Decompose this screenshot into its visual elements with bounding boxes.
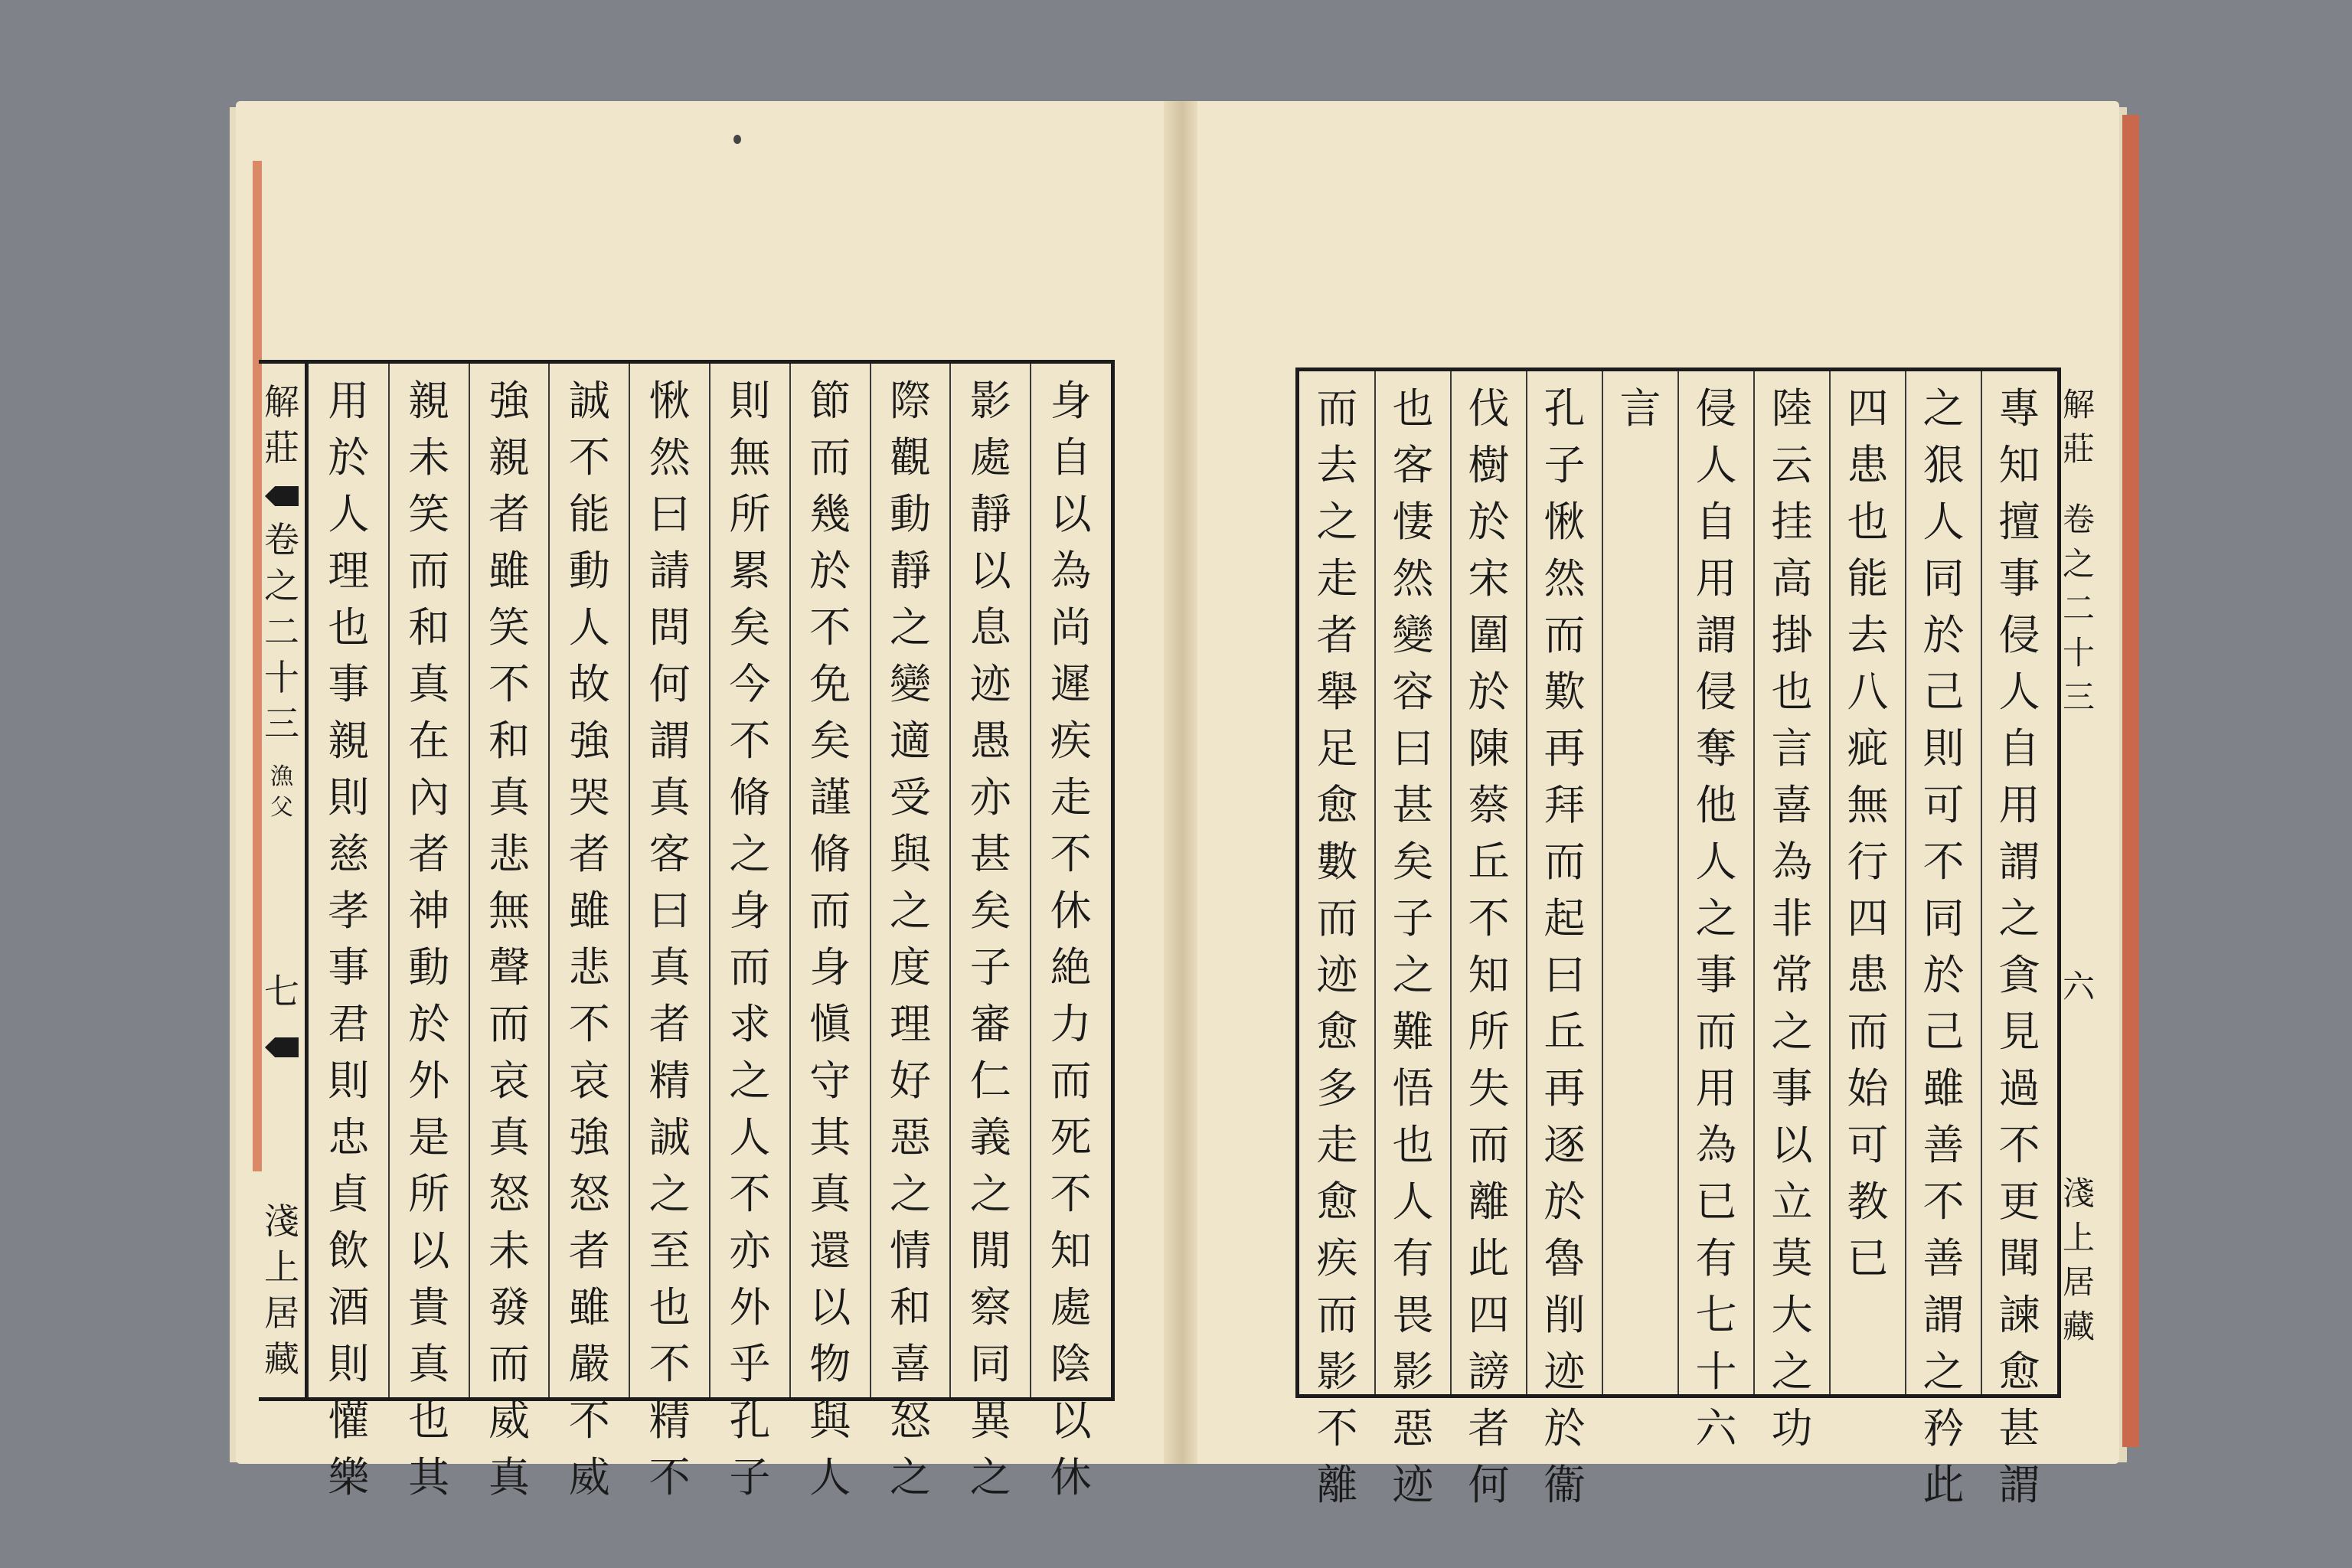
left-page-text-column xyxy=(1031,364,1111,1501)
right-page-text-column xyxy=(1754,371,1830,1452)
left-page-text-column xyxy=(309,364,389,1501)
left-page-text-column xyxy=(549,364,629,1501)
right-page-column-text: 伐 樹 於 宋 圍 於 陳 蔡 丘 不 知 所 失 而 離 此 四 謗 者 何 xyxy=(1468,384,1510,1509)
left-page-column-text: 則 無 所 累 矣 今 不 脩 之 身 而 求 之 人 不 亦 外 乎 孔 子 xyxy=(729,377,771,1501)
right-page-column-text: 侵 人 自 用 謂 侵 奪 他 人 之 事 而 用 為 已 有 七 十 六 xyxy=(1695,384,1737,1452)
left-margin-page: 七 xyxy=(264,971,299,1012)
right-page-column-text: 四 患 也 能 去 八 疵 無 行 四 患 而 始 可 教 已 xyxy=(1847,384,1889,1282)
left-page-column-text: 親 未 笑 而 和 真 在 內 者 神 動 於 外 是 所 以 貴 真 也 其 xyxy=(408,377,450,1501)
right-margin-volume: 卷 之 二 十 三 xyxy=(2062,501,2095,716)
right-margin-publisher: 淺 上 居 藏 xyxy=(2062,1174,2095,1345)
right-page-text-column xyxy=(1527,371,1602,1509)
right-page-column-text: 陸 云 挂 高 掛 也 言 喜 為 非 常 之 事 以 立 莫 大 之 功 xyxy=(1771,384,1813,1452)
left-margin-strip xyxy=(259,360,305,1401)
left-page-text-column xyxy=(950,364,1031,1501)
left-page-text-column xyxy=(871,364,951,1501)
left-margin-title: 解 莊 xyxy=(264,381,299,469)
right-page-text-column xyxy=(1981,371,2057,1509)
left-page-column-text: 愀 然 曰 請 問 何 謂 真 客 曰 真 者 精 誠 之 至 也 不 精 不 xyxy=(648,377,691,1501)
right-margin-title: 解 莊 xyxy=(2062,386,2095,468)
left-page-column-text: 強 親 者 雖 笑 不 和 真 悲 無 聲 而 哀 真 怒 未 發 而 威 真 xyxy=(488,377,530,1501)
right-page-column-text: 也 客 悽 然 變 容 曰 甚 矣 子 之 難 悟 也 人 有 畏 影 惡 迹 xyxy=(1392,384,1434,1509)
right-page-text-column xyxy=(1906,371,1981,1509)
book-gutter xyxy=(1164,101,1197,1464)
right-margin-strip xyxy=(2061,368,2096,1398)
right-page-column-text: 而 去 之 走 者 舉 足 愈 數 而 迹 愈 多 走 愈 疾 而 影 不 離 xyxy=(1316,384,1358,1509)
right-page-column-text: 之 狠 人 同 於 己 則 可 不 同 於 己 雖 善 不 善 謂 之 矜 此 xyxy=(1922,384,1965,1509)
red-page-edge xyxy=(2122,115,2139,1447)
left-page-column-text: 節 而 幾 於 不 免 矣 謹 脩 而 身 愼 守 其 真 還 以 物 與 人 xyxy=(809,377,851,1501)
right-page-text-column xyxy=(1830,371,1906,1394)
left-page-column-text: 身 自 以 為 尚 遲 疾 走 不 休 絶 力 而 死 不 知 處 陰 以 休 xyxy=(1050,377,1092,1501)
fish-tail-mark-lower xyxy=(265,1037,299,1057)
left-page-text-column xyxy=(790,364,871,1501)
right-margin-page: 六 xyxy=(2062,968,2095,1005)
left-margin-chapter: 漁 父 xyxy=(270,763,293,821)
left-page-text-column xyxy=(710,364,790,1501)
right-text-frame xyxy=(1295,368,2061,1509)
right-page-text-column xyxy=(1678,371,1754,1452)
left-page-column-text: 影 處 靜 以 息 迹 愚 亦 甚 矣 子 審 仁 義 之 閒 察 同 異 之 xyxy=(969,377,1011,1501)
fish-tail-mark xyxy=(265,486,299,506)
left-text-frame xyxy=(305,360,1115,1501)
left-page-column-text: 誠 不 能 動 人 故 強 哭 者 雖 悲 不 哀 強 怒 者 雖 嚴 不 威 xyxy=(568,377,610,1501)
left-page-column-text: 際 觀 動 靜 之 變 適 受 與 之 度 理 好 惡 之 情 和 喜 怒 之 xyxy=(889,377,931,1501)
right-page-text-column xyxy=(1299,371,1375,1509)
left-page-text-column xyxy=(389,364,469,1501)
right-page-column-text: 言 xyxy=(1619,384,1661,433)
left-page-column-text: 用 於 人 理 也 事 親 則 慈 孝 事 君 則 忠 貞 飲 酒 則 懽 樂 xyxy=(328,377,370,1501)
right-page-text-column xyxy=(1375,371,1451,1509)
left-page-text-column xyxy=(469,364,550,1501)
right-page-text-column xyxy=(1602,371,1678,1394)
left-margin-volume: 卷 之 二 十 三 xyxy=(264,519,299,744)
right-page-column-text: 孔 子 愀 然 而 歎 再 拜 而 起 曰 丘 再 逐 於 魯 削 迹 於 衞 xyxy=(1544,384,1586,1509)
left-page-text-column xyxy=(629,364,710,1501)
left-margin-publisher: 淺 上 居 藏 xyxy=(264,1200,299,1380)
ink-spot xyxy=(733,135,741,144)
right-page-column-text: 專 知 擅 事 侵 人 自 用 謂 之 貪 見 過 不 更 聞 諫 愈 甚 謂 xyxy=(1998,384,2040,1509)
right-page-text-column xyxy=(1451,371,1527,1509)
